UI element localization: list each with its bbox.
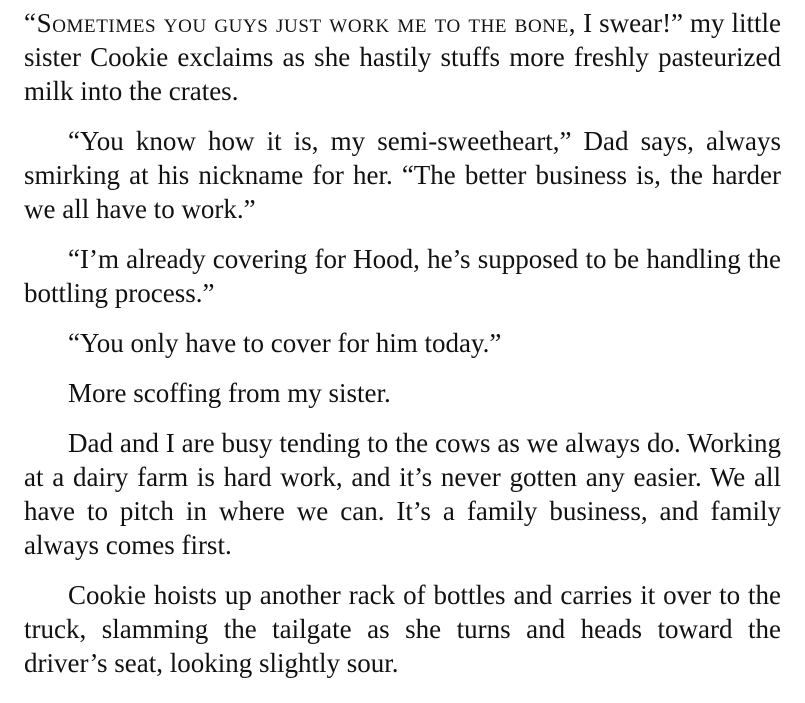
paragraph-3: “I’m already covering for Hood, he’s supposed to be handling the bottling process.” [24,244,781,308]
paragraph-6: Dad and I are busy tending to the cows as we always do. Working at a dairy farm is hard work, and it’s never gotten any easier. We all have to pitch in where we can. It’s a family business, and family always comes first. [24,428,781,560]
paragraph-2: “You know how it is, my semi-sweetheart,” Dad says, always smirking at his nickname for her. “The better business is, the harder we all have to work.” [24,126,781,224]
paragraph-5: More scoffing from my sister. [68,378,391,408]
paragraph-7: Cookie hoists up another rack of bottles and carries it over to the truck, slamming the tailgate as she turns and heads toward the driver’s seat, looking slightly sour. [24,580,781,678]
opening-small-caps: “Sometimes you guys just work me to the bone, [24,8,577,38]
paragraph-4: “You only have to cover for him today.” [68,328,502,358]
paragraph-1-text: I swear!” my little sister Cookie exclaims as she hastily stuffs more freshly pasteurized milk into the crates. [24,8,781,106]
paragraph-1 [24,6,781,108]
